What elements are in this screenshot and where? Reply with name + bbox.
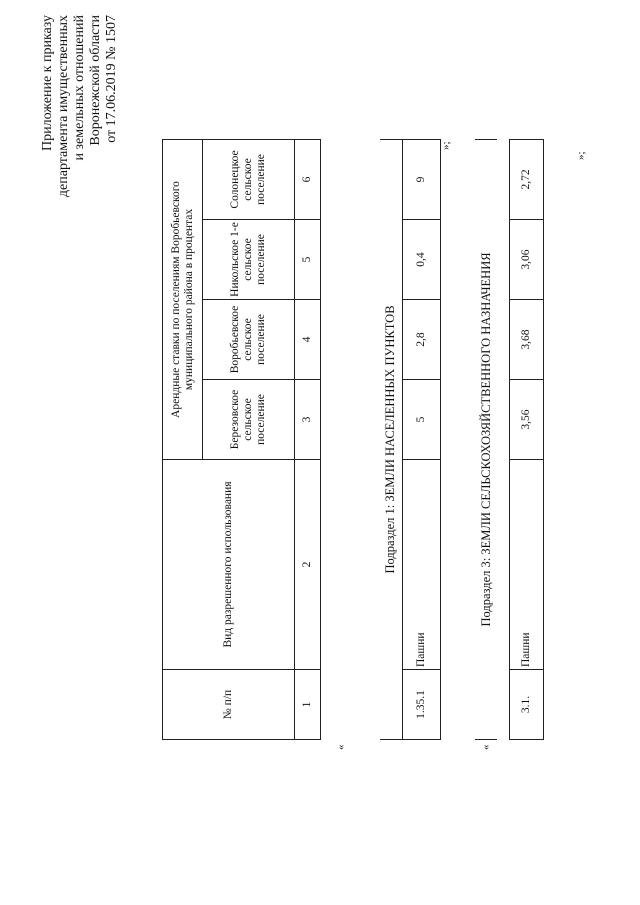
header-line-4: Воронежской области [88, 15, 103, 146]
row-type: Пашни [402, 460, 440, 670]
rate-value: 0,4 [402, 220, 440, 300]
section3-title: Подраздел 3: ЗЕМЛИ СЕЛЬСКОХОЗЯЙСТВЕННОГО НАЗНАЧЕНИЯ [475, 139, 497, 739]
row-number: 1.35.1 [402, 670, 440, 740]
settlement-header: Березовское сельское поселение [203, 380, 295, 460]
rate-value: 5 [402, 380, 440, 460]
rate-value: 2,8 [402, 300, 440, 380]
rate-value: 3,68 [509, 300, 543, 380]
settlement-header: Воробьевское сельское поселение [203, 300, 295, 380]
row-type: Пашни [509, 460, 543, 670]
col-type-header: Вид разрешенного использования [163, 460, 295, 670]
rates-header-table [162, 139, 321, 740]
open-quote: « [480, 744, 492, 750]
rates-group-header: Арендные ставки по поселениям Воробьевского муниципального района в процентах [163, 140, 203, 460]
section3-table [475, 139, 544, 740]
rate-value: 3,56 [509, 380, 543, 460]
document-header [40, 15, 120, 205]
column-number: 5 [295, 220, 321, 300]
close-quote: »; [440, 141, 452, 150]
header-line-5: от 17.06.2019 № 1507 [104, 15, 119, 143]
settlement-header: Никольское 1-е сельское поселение [203, 220, 295, 300]
header-line-1: Приложение к приказу [40, 15, 55, 151]
open-quote: « [335, 744, 347, 750]
column-number: 4 [295, 300, 321, 380]
column-number: 6 [295, 140, 321, 220]
settlement-header: Солонецкое сельское поселение [203, 140, 295, 220]
section1-title: Подраздел 1: ЗЕМЛИ НАСЕЛЕННЫХ ПУНКТОВ [380, 140, 402, 740]
rate-value: 2,72 [509, 139, 543, 219]
column-number: 1 [295, 670, 321, 740]
header-line-2: департамента имущественных [56, 15, 71, 198]
rate-value: 3,06 [509, 220, 543, 300]
header-line-3: и земельных отношений [72, 15, 87, 161]
rate-value: 9 [402, 140, 440, 220]
row-number: 3.1. [509, 670, 543, 740]
section1-table [380, 139, 441, 740]
column-number: 3 [295, 380, 321, 460]
close-quote: »; [575, 151, 587, 160]
col-num-header: № п/п [163, 670, 295, 740]
column-number: 2 [295, 460, 321, 670]
